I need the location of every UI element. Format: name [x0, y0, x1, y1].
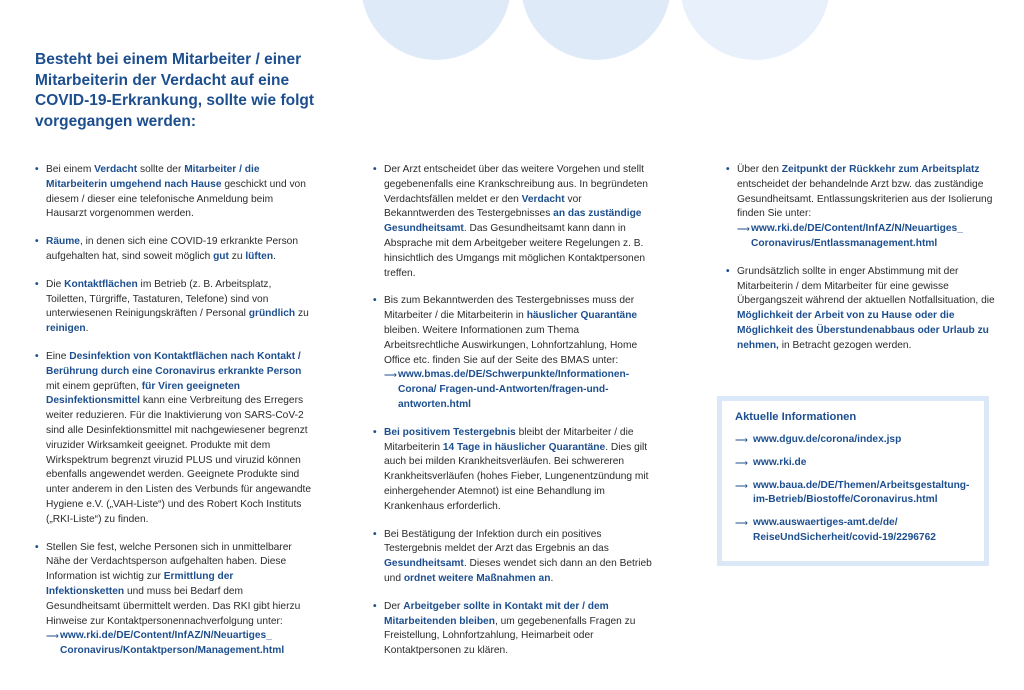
bullet-icon: • [35, 236, 39, 248]
bullet-icon: • [373, 600, 377, 612]
list-item: • Bei positivem Testergebnis bleibt der Mitarbeiter / die Mitarbeiterin 14 Tage in häuslicher Quarantäne. Dies gilt auch bei milden Krankheitsverläufen. Bei schwereren Krankheitsverläufen (hohes Fieber, Lungenentzündung mit einhergehender Atemnot) ist eine Behandlung im Krankenhaus erforderlich. [373, 426, 649, 512]
bullet-icon: • [35, 541, 39, 553]
rki-link[interactable]: ⟶ www.rki.de [735, 456, 971, 471]
dguv-link[interactable]: ⟶ www.dguv.de/corona/index.jsp [735, 433, 971, 448]
arrow-right-icon: ⟶ [735, 457, 748, 468]
list-item: • Eine Desinfektion von Kontaktflächen nach Kontakt / Berührung durch eine Coronavirus erkrankte Person mit einem geprüften, für Viren geeigneten Desinfektionsmittel kann eine Verbreitung des Erregers weiter reduzieren. Für die Inaktivierung von SARS-CoV-2 sind alle Desinfektionsmittel mit nachgewiesener begrenzt viruzider Wirksamkeit geeignet. Produkte mit dem Wirkspektrum begrenzt viruzid PLUS und viruzid können ebenfalls angewendet werden. Geeignete Produkte sind unter anderem in den Listen des Verbunds für angewandte Hygiene e.V. („VAH-Liste“) und des Robert Koch Instituts („RKI-Liste“) zu finden. [35, 350, 312, 525]
list-item: • Bei Bestätigung der Infektion durch ein positives Testergebnis meldet der Arzt das Ergebnis an das Gesundheitsamt. Dieses wendet sich dann an den Betrieb und ordnet weitere Maßnahmen an. [373, 528, 652, 584]
list-item: • Räume, in denen sich eine COVID-19 erkrankte Person aufgehalten hat, sind soweit möglich gut zu lüften. [35, 236, 298, 262]
decor-circle-3 [680, 0, 830, 60]
list-item: • Bei einem Verdacht sollte der Mitarbeiter / die Mitarbeiterin umgehend nach Hause geschickt und von diesem / dieser eine telefonische Anmeldung beim Hausarzt vorgenommen werden. [35, 164, 306, 220]
arrow-right-icon: ⟶ [737, 224, 750, 235]
list-item: • Grundsätzlich sollte in enger Abstimmung mit der Mitarbeiterin / dem Mitarbeiter für eine gewisse Übergangszeit während der aktuellen Notfallsituation, die Möglichkeit der Arbeit von zu Hause oder die Möglichkeit des Überstundenabbaus oder Urlaub zu nehmen, in Betracht gezogen werden. [726, 265, 995, 351]
bullet-icon: • [726, 265, 730, 277]
bullet-icon: • [726, 164, 730, 175]
baua-link[interactable]: ⟶ www.baua.de/DE/Themen/Arbeitsgestaltung-im-Betrieb/Biostoffe/Coronavirus.html [735, 479, 970, 506]
list-item: • Über den Zeitpunkt der Rückkehr zum Arbeitsplatz entscheidet der behandelnde Arzt bzw. das zuständige Gesundheitsamt. Entlassungskriterien aus der Isolierung finden Sie unter: ⟶ www.rki.de/DE/Content/InfAZ/N/Neuartiges_ Coronavirus/Entlassmanagement.html [725, 163, 995, 252]
rki-entlassmanagement-link[interactable]: ⟶ www.rki.de/DE/Content/InfAZ/N/Neuartiges_ Coronavirus/Entlassmanagement.html [737, 223, 963, 249]
bullet-icon: • [35, 278, 39, 290]
column-2 [372, 163, 652, 672]
arrow-right-icon: ⟶ [735, 480, 748, 491]
list-item: • Der Arzt entscheidet über das weitere Vorgehen und stellt gegebenenfalls eine Krankschreibung aus. In begründeten Verdachtsfällen meldet er den Verdacht vor Bekanntwerden des Testergebnisses an das zuständige Gesundheitsamt. Das Gesundheitsamt kann dann in Absprache mit dem Arbeitgeber weitere Regelungen z. B. hinsichtlich des Umgangs mit möglichen Kontaktpersonen treffen. [373, 164, 648, 279]
bullet-icon: • [373, 164, 377, 175]
list-item: • Der Arbeitgeber sollte in Kontakt mit der / dem Mitarbeitenden bleiben, um gegebenenfalls Fragen zu Freistellung, Lohnfortzahlung, Heimarbeit oder Kontaktpersonen zu klären. [373, 600, 636, 657]
bmas-link[interactable]: ⟶ www.bmas.de/DE/Schwerpunkte/Informationen-Corona/ Fragen-und-Antworten/fragen-und-antworten.html [384, 369, 630, 410]
arrow-right-icon: ⟶ [46, 631, 59, 642]
column-1 [34, 163, 314, 672]
bullet-icon: • [373, 295, 377, 307]
bullet-icon: • [373, 528, 377, 540]
rki-kontaktperson-link[interactable]: ⟶ www.rki.de/DE/Content/InfAZ/N/Neuartiges_ Coronavirus/Kontaktperson/Management.html [46, 630, 285, 657]
info-box [717, 396, 989, 566]
decor-circle-2 [521, 0, 671, 60]
page-heading: Besteht bei einem Mitarbeiter / einer Mitarbeiterin der Verdacht auf eine COVID-19-Erkrankung, sollte wie folgt vorgegangen werden: [35, 51, 315, 130]
bullet-icon: • [373, 426, 377, 438]
decor-circle-1 [361, 0, 511, 60]
auswaertiges-amt-link[interactable]: ⟶ www.auswaertiges-amt.de/de/ ReiseUndSicherheit/covid-19/2296762 [735, 517, 936, 543]
bullet-icon: • [35, 350, 39, 362]
info-box-title: Aktuelle Informationen [735, 411, 857, 423]
arrow-right-icon: ⟶ [735, 435, 748, 445]
list-item: • Bis zum Bekanntwerden des Testergebnisses muss der Mitarbeiter / die Mitarbeiterin in häuslicher Quarantäne bleiben. Weitere Informationen zum Thema Arbeitsrechtliche Auswirkungen, Lohnfortzahlung, Home Office etc. finden Sie auf der Seite des BMAS unter: ⟶ www.bmas.de/DE/Schwerpunkte/Informationen-Corona/ Fragen-und-Antworten/fragen-und-antworten.html [372, 294, 652, 412]
bullet-icon: • [35, 164, 39, 175]
column-3 [725, 163, 995, 367]
list-item: • Die Kontaktflächen im Betrieb (z. B. Arbeitsplatz, Toiletten, Türgriffe, Tastaturen, Telefone) sind von unterwiesenen Reinigungskräften / Personal gründlich zu reinigen. [35, 278, 309, 335]
list-item: • Stellen Sie fest, welche Personen sich in unmittelbarer Nähe der Verdachtsperson aufgehalten haben. Diese Information ist wichtig zur Ermittlung der Infektionsketten und muss bei Bedarf dem Gesundheitsamt übermittelt werden. Das RKI gibt hierzu Hinweise zur Kontaktpersonennachverfolgung unter: ⟶ www.rki.de/DE/Content/InfAZ/N/Neuartiges_ Coronavirus/Kontaktperson/Management.html [34, 541, 314, 659]
arrow-right-icon: ⟶ [735, 518, 748, 529]
arrow-right-icon: ⟶ [384, 370, 397, 381]
